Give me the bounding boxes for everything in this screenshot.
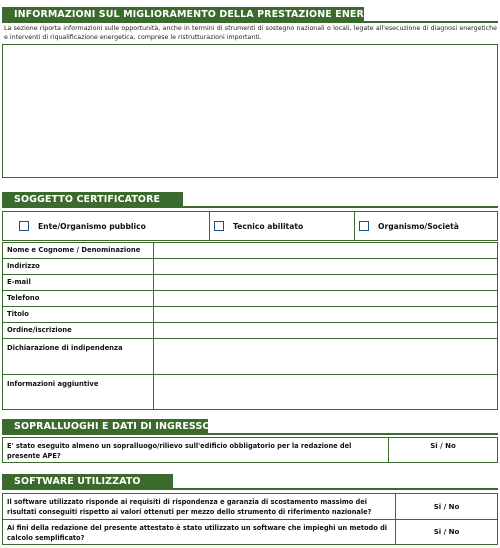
field-label: Titolo — [7, 310, 29, 318]
section-divider — [2, 433, 498, 435]
table-row — [3, 275, 497, 291]
section-divider — [2, 206, 498, 208]
phone-field[interactable] — [154, 291, 497, 306]
table-row — [3, 323, 497, 339]
option-label: Organismo/Società — [378, 221, 459, 231]
table-row — [3, 307, 497, 323]
software-answer-1[interactable]: Si / No — [433, 503, 460, 511]
title-field[interactable] — [154, 307, 497, 322]
inspection-question-row — [2, 437, 498, 463]
independence-field[interactable] — [154, 339, 497, 374]
checkbox[interactable] — [214, 221, 224, 231]
table-row — [3, 375, 497, 411]
option-ente-pubblico[interactable] — [19, 212, 209, 240]
field-label: Informazioni aggiuntive — [7, 380, 99, 388]
table-row — [3, 243, 497, 259]
inspection-answer[interactable]: Si / No — [430, 442, 456, 450]
certifier-section-title: SOGGETTO CERTIFICATORE — [2, 192, 183, 208]
field-label: Dichiarazione di indipendenza — [7, 344, 123, 352]
question-text: E' stato eseguito almeno un sopralluogo/rilievo sull'edificio obbligatorio per la redazione del presente APE? — [7, 442, 352, 460]
software-questions-table — [2, 493, 498, 545]
energy-info-textarea[interactable] — [2, 44, 498, 178]
checkbox[interactable] — [359, 221, 369, 231]
question-text: Ai fini della redazione del presente attestato è stato utilizzato un software che impieghi un metodo di calcolo semplificato? — [7, 524, 388, 542]
option-organismo-societa[interactable] — [359, 212, 497, 240]
software-section-title: SOFTWARE UTILIZZATO — [2, 474, 173, 490]
additional-info-field[interactable] — [154, 375, 497, 411]
field-label: Ordine/iscrizione — [7, 326, 72, 334]
table-row — [3, 291, 497, 307]
question-text: Il software utilizzato risponde ai requisiti di rispondenza e garanzia di scostamento massimo dei risultati conseguiti rispetto ai valori ottenuti per mezzo dello strumento di riferimento nazionale? — [7, 498, 372, 516]
divider — [354, 212, 355, 240]
name-field[interactable] — [154, 243, 497, 258]
checkbox[interactable] — [19, 221, 29, 231]
divider — [209, 212, 210, 240]
option-label: Tecnico abilitato — [233, 221, 304, 231]
table-row — [3, 259, 497, 275]
section-divider — [2, 21, 498, 23]
field-label: Indirizzo — [7, 262, 40, 270]
certifier-type-options — [2, 211, 498, 241]
email-field[interactable] — [154, 275, 497, 290]
software-answer-2[interactable]: Si / No — [433, 528, 460, 536]
table-row — [3, 339, 497, 375]
field-label: Telefono — [7, 294, 40, 302]
table-row — [3, 494, 497, 520]
option-tecnico-abilitato[interactable] — [214, 212, 354, 240]
option-label: Ente/Organismo pubblico — [38, 221, 146, 231]
field-label: Nome e Cognome / Denominazione — [7, 246, 141, 254]
address-field[interactable] — [154, 259, 497, 274]
energy-section-description: La sezione riporta informazioni sulle opportunità, anche in termini di strumenti di sostegno nazionali o locali, legate all'esecuzione di diagnosi energetiche e interventi di riqualificazione energetica, comprese le ristrutturazioni importanti. — [4, 25, 497, 41]
certifier-form-table — [2, 242, 498, 410]
table-row — [3, 520, 497, 546]
inspection-section-title: SOPRALLUOGHI E DATI DI INGRESSO — [2, 419, 208, 435]
energy-section-title: INFORMAZIONI SUL MIGLIORAMENTO DELLA PRESTAZIONE ENERGETICA — [2, 7, 364, 23]
field-label: E-mail — [7, 278, 31, 286]
section-divider — [2, 488, 498, 490]
registration-field[interactable] — [154, 323, 497, 338]
